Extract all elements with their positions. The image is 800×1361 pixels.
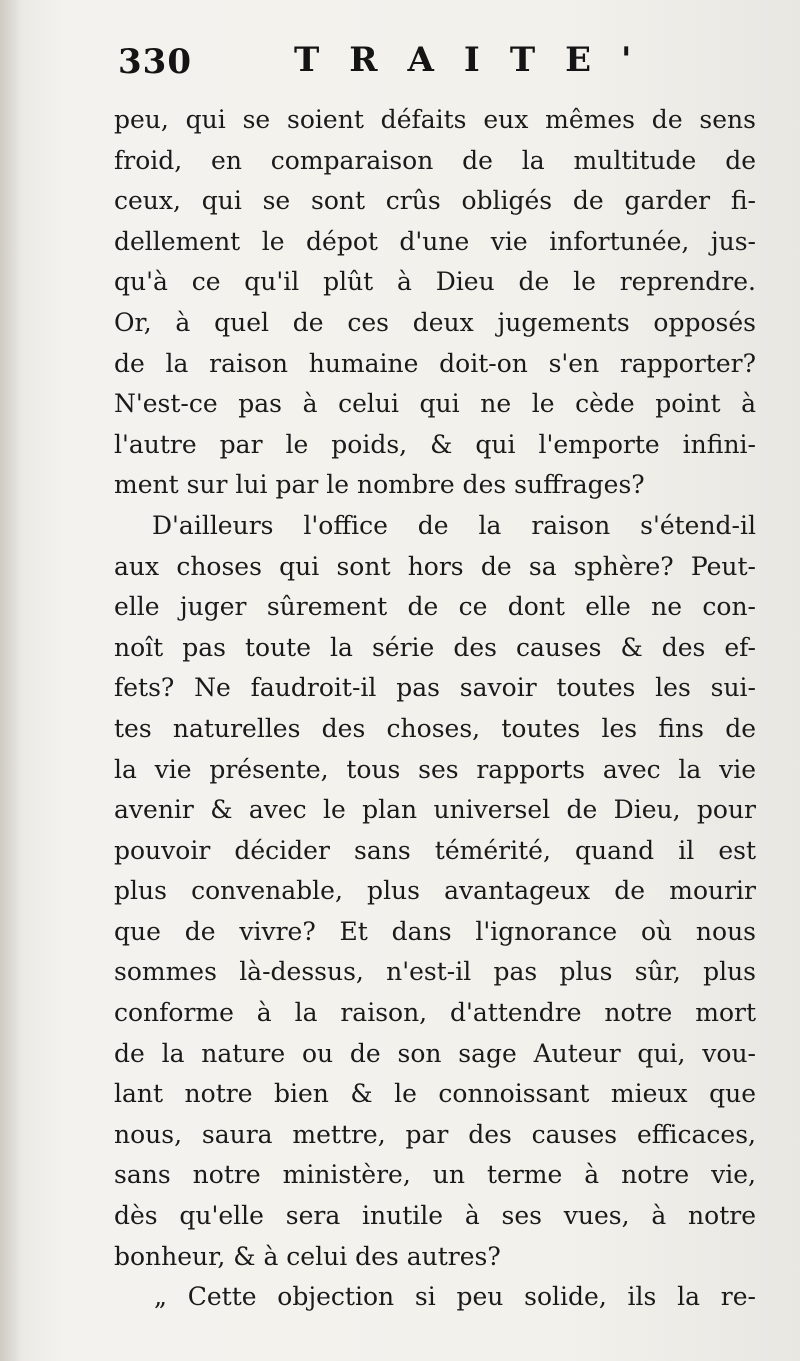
text-line: avenir & avec le plan universel de Dieu, pour	[114, 795, 756, 825]
text-line: sans notre ministère, un terme à notre vie,	[114, 1160, 756, 1190]
text-line: dellement le dépot d'une vie infortunée, jus-	[114, 226, 756, 256]
text-line: de la raison humaine doit-on s'en rapporter?	[114, 348, 756, 378]
text-line: pouvoir décider sans témérité, quand il est	[114, 835, 756, 865]
text-line: nous, saura mettre, par des causes efficaces,	[114, 1119, 756, 1149]
text-line: dès qu'elle sera inutile à ses vues, à notre	[114, 1201, 756, 1231]
text-line: fets? Ne faudroit-il pas savoir toutes les sui-	[114, 673, 756, 703]
text-line: qu'à ce qu'il plût à Dieu de le reprendre.	[114, 267, 756, 297]
text-line: lant notre bien & le connoissant mieux que	[114, 1079, 756, 1109]
text-line: Or, à quel de ces deux jugements opposés	[114, 307, 756, 337]
text-line: de la nature ou de son sage Auteur qui, vou-	[114, 1038, 756, 1068]
text-line: l'autre par le poids, & qui l'emporte infini-	[114, 429, 756, 459]
page-number: 330	[118, 42, 192, 82]
gutter-shadow	[0, 0, 22, 1361]
running-head: TRAITE'	[294, 40, 662, 80]
text-line: elle juger sûrement de ce dont elle ne con-	[114, 592, 756, 622]
text-line: „ Cette objection si peu solide, ils la re-	[154, 1282, 756, 1312]
text-line: peu, qui se soient défaits eux mêmes de sens	[114, 105, 756, 134]
text-line: aux choses qui sont hors de sa sphère? Peut-	[114, 551, 756, 581]
text-line: N'est-ce pas à celui qui ne le cède point à	[114, 389, 756, 419]
text-line: D'ailleurs l'office de la raison s'étend-il	[152, 510, 756, 540]
text-line: plus convenable, plus avantageux de mourir	[114, 876, 756, 906]
text-line: la vie présente, tous ses rapports avec la vie	[114, 754, 756, 784]
text-line: que de vivre? Et dans l'ignorance où nous	[114, 916, 756, 946]
text-line: tes naturelles des choses, toutes les fins de	[114, 713, 756, 743]
text-line: froid, en comparaison de la multitude de	[114, 145, 756, 175]
text-line: noît pas toute la série des causes & des ef-	[114, 632, 756, 662]
text-line: ment sur lui par le nombre des suffrages?	[114, 470, 645, 500]
text-line: sommes là-dessus, n'est-il pas plus sûr, plus	[114, 957, 756, 987]
page-header	[118, 38, 758, 98]
body-text	[114, 100, 756, 1318]
text-line: conforme à la raison, d'attendre notre mort	[114, 998, 756, 1028]
text-line: bonheur, & à celui des autres?	[114, 1241, 501, 1271]
text-line: ceux, qui se sont crûs obligés de garder fi-	[114, 186, 756, 216]
